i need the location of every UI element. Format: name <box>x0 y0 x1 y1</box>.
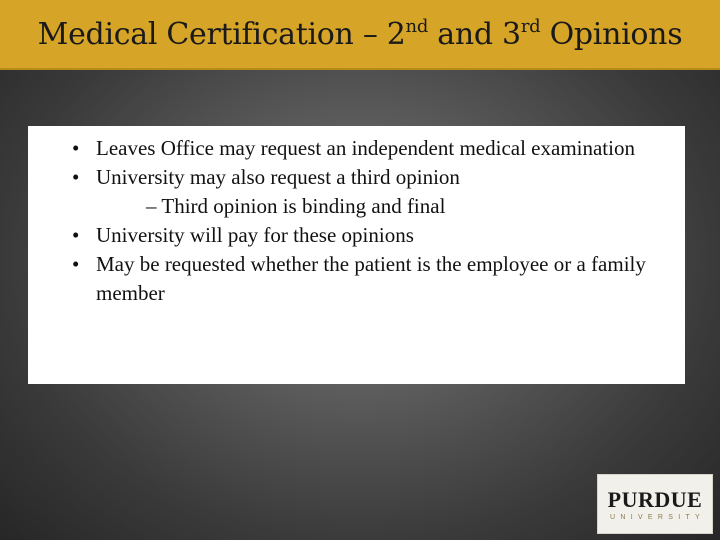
slide-title <box>38 16 683 52</box>
bullet-item-university-pays: • University will pay for these opinions <box>72 221 669 250</box>
bullet-list <box>72 134 669 308</box>
title-bar <box>0 0 720 70</box>
bullet-item-patient-scope: • May be requested whether the patient is the employee or a family member <box>72 250 669 308</box>
logo-wordmark: PURDUE <box>607 486 703 512</box>
title-suffix: Opinions <box>540 17 683 52</box>
title-sup-nd: nd <box>405 16 429 37</box>
title-sup-rd: rd <box>520 16 541 37</box>
sub-item-binding-final: – Third opinion is binding and final <box>146 194 446 218</box>
bullet-item-third-opinion: • University may also request a third opinion <box>72 163 669 192</box>
logo-subtitle: UNIVERSITY <box>609 513 705 521</box>
title-prefix: Medical Certification – 2 <box>37 17 406 52</box>
content-box <box>28 126 685 384</box>
bullet-item-independent-exam: • Leaves Office may request an independent medical examination <box>72 134 669 163</box>
title-middle: and 3 <box>428 17 521 52</box>
purdue-logo <box>597 474 713 534</box>
